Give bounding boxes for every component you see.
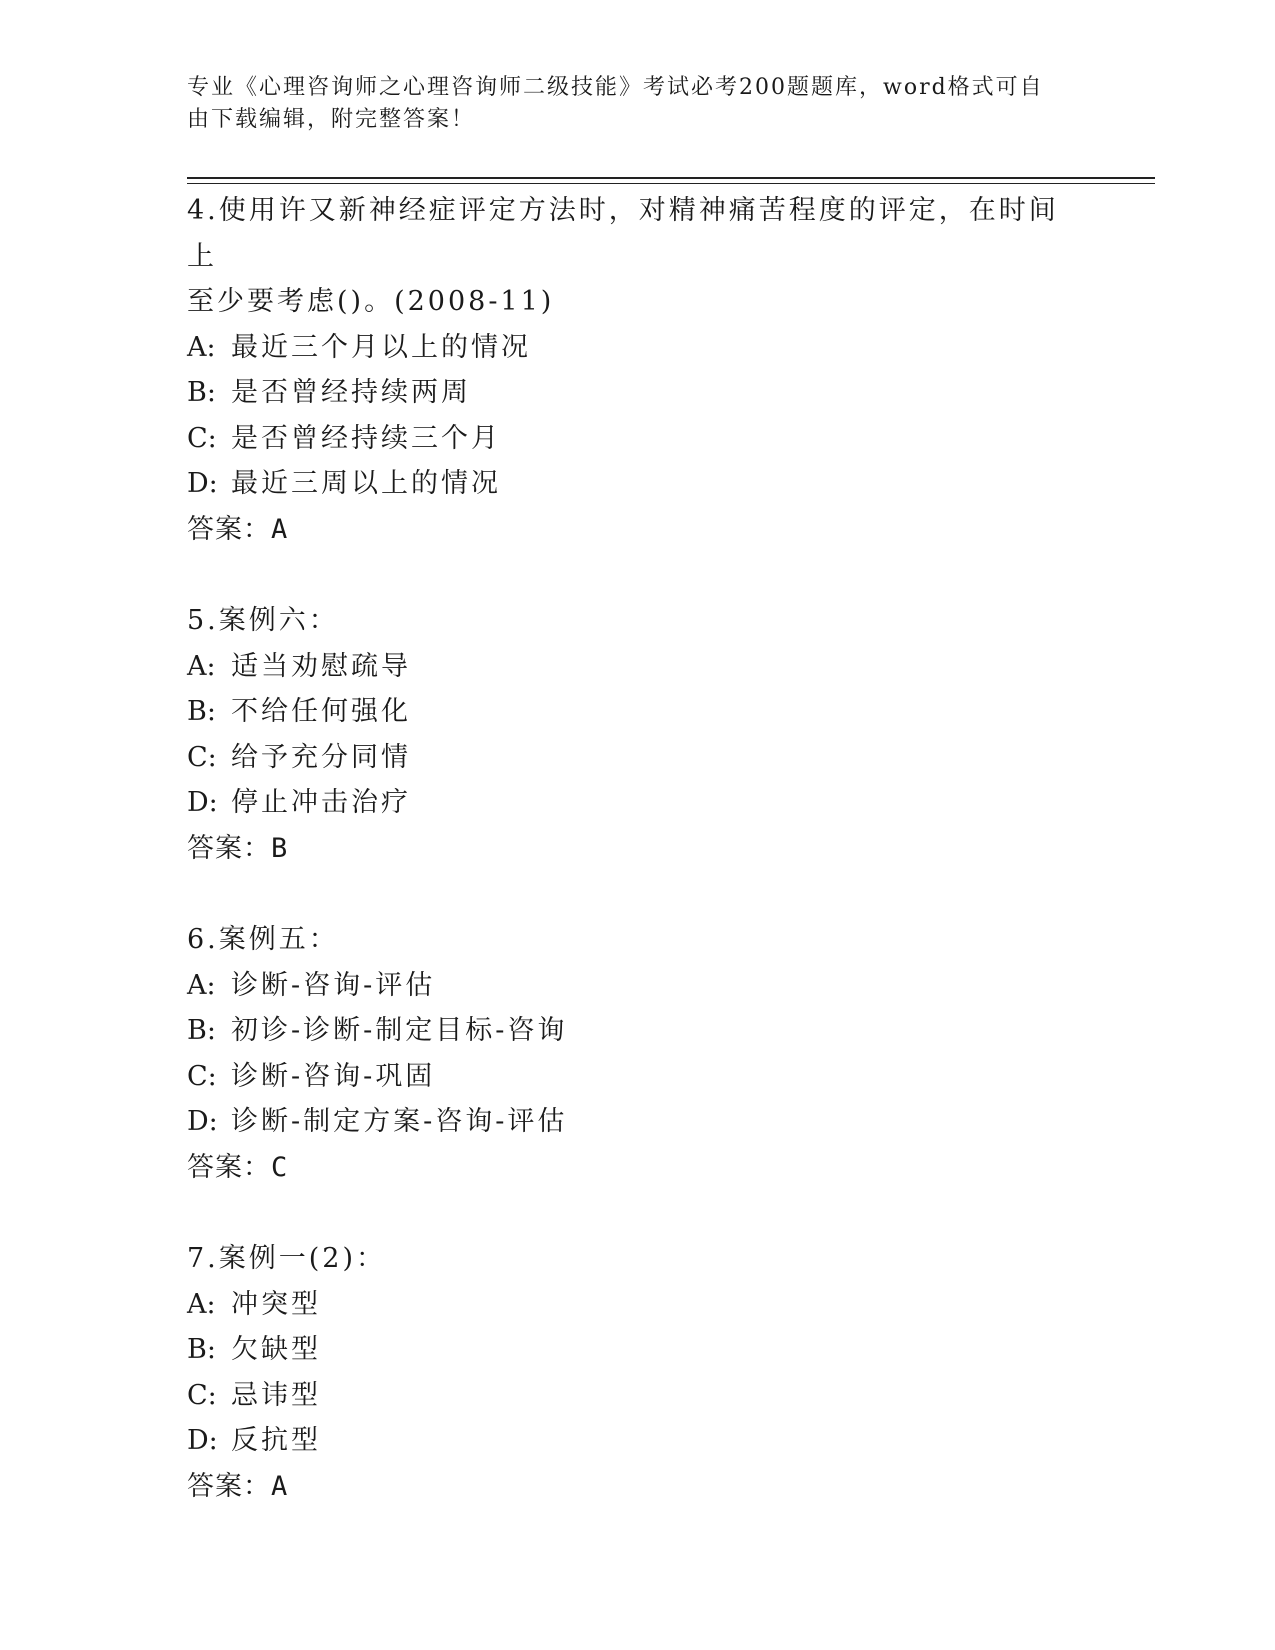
option-text: 给予充分同情 xyxy=(231,741,411,773)
option-d xyxy=(187,1099,1087,1145)
question-item xyxy=(187,917,1087,1190)
answer-value: C xyxy=(271,1151,289,1183)
option-a xyxy=(187,1282,1087,1328)
option-text: 最近三个月以上的情况 xyxy=(231,331,531,363)
header-divider-thin xyxy=(187,183,1155,184)
option-text: 是否曾经持续三个月 xyxy=(231,422,501,454)
option-text: 诊断-制定方案-咨询-评估 xyxy=(231,1106,568,1137)
question-item xyxy=(187,1236,1087,1509)
option-d xyxy=(187,780,1087,826)
option-text: 反抗型 xyxy=(231,1425,321,1456)
option-c xyxy=(187,735,1087,781)
option-c xyxy=(187,416,1087,462)
option-letter: A: xyxy=(187,331,216,363)
option-letter: C: xyxy=(187,1379,217,1411)
answer-value: A xyxy=(271,513,289,545)
question-item xyxy=(187,598,1087,871)
option-letter: B: xyxy=(187,377,216,408)
header-line-2: 由下载编辑，附完整答案！ xyxy=(187,107,476,132)
option-text: 停止冲击治疗 xyxy=(231,787,411,818)
option-letter: D: xyxy=(187,1106,218,1137)
option-text: 诊断-咨询-巩固 xyxy=(231,1060,436,1092)
question-stem-line: 7.案例一(2)： xyxy=(187,1243,387,1274)
option-letter: A: xyxy=(187,650,216,682)
question-stem-line: 至少要考虑()。(2008-11) xyxy=(187,286,555,317)
document-header xyxy=(187,72,1067,136)
option-letter: C: xyxy=(187,1060,217,1092)
option-letter: A: xyxy=(187,969,216,1001)
answer-label: 答案： xyxy=(187,1151,271,1183)
answer-line xyxy=(187,826,1087,872)
question-stem-line: 4.使用许又新神经症评定方法时，对精神痛苦程度的评定，在时间上 xyxy=(187,195,1059,272)
answer-line xyxy=(187,1145,1087,1191)
option-text: 最近三周以上的情况 xyxy=(231,468,501,499)
option-text: 冲突型 xyxy=(231,1288,321,1320)
option-b xyxy=(187,370,1087,416)
option-c xyxy=(187,1054,1087,1100)
option-text: 适当劝慰疏导 xyxy=(231,650,411,682)
answer-value: A xyxy=(271,1470,289,1502)
answer-label: 答案： xyxy=(187,513,271,545)
option-letter: C: xyxy=(187,741,217,773)
header-divider-thick xyxy=(187,177,1155,179)
option-text: 忌讳型 xyxy=(231,1379,321,1411)
option-d xyxy=(187,1418,1087,1464)
option-letter: C: xyxy=(187,422,217,454)
option-b xyxy=(187,1327,1087,1373)
option-letter: B: xyxy=(187,1015,216,1046)
option-a xyxy=(187,644,1087,690)
answer-value: B xyxy=(271,832,289,864)
option-letter: D: xyxy=(187,468,218,499)
answer-label: 答案： xyxy=(187,832,271,864)
option-text: 初诊-诊断-制定目标-咨询 xyxy=(231,1015,568,1046)
question-item xyxy=(187,188,1087,552)
option-letter: B: xyxy=(187,1334,216,1365)
option-c xyxy=(187,1373,1087,1419)
option-letter: B: xyxy=(187,696,216,727)
option-letter: D: xyxy=(187,787,218,818)
option-text: 不给任何强化 xyxy=(231,696,411,727)
answer-line xyxy=(187,1464,1087,1510)
option-text: 是否曾经持续两周 xyxy=(231,377,471,408)
question-stem-line: 6.案例五： xyxy=(187,924,339,955)
option-a xyxy=(187,963,1087,1009)
option-text: 诊断-咨询-评估 xyxy=(231,969,436,1001)
option-b xyxy=(187,1008,1087,1054)
option-d xyxy=(187,461,1087,507)
question-list xyxy=(187,188,1087,1555)
option-letter: D: xyxy=(187,1425,218,1456)
option-a xyxy=(187,325,1087,371)
option-letter: A: xyxy=(187,1288,216,1320)
option-text: 欠缺型 xyxy=(231,1334,321,1365)
answer-line xyxy=(187,507,1087,553)
header-line-1: 专业《心理咨询师之心理咨询师二级技能》考试必考200题题库，word格式可自 xyxy=(187,75,1044,100)
answer-label: 答案： xyxy=(187,1470,271,1502)
option-b xyxy=(187,689,1087,735)
question-stem-line: 5.案例六： xyxy=(187,605,339,636)
